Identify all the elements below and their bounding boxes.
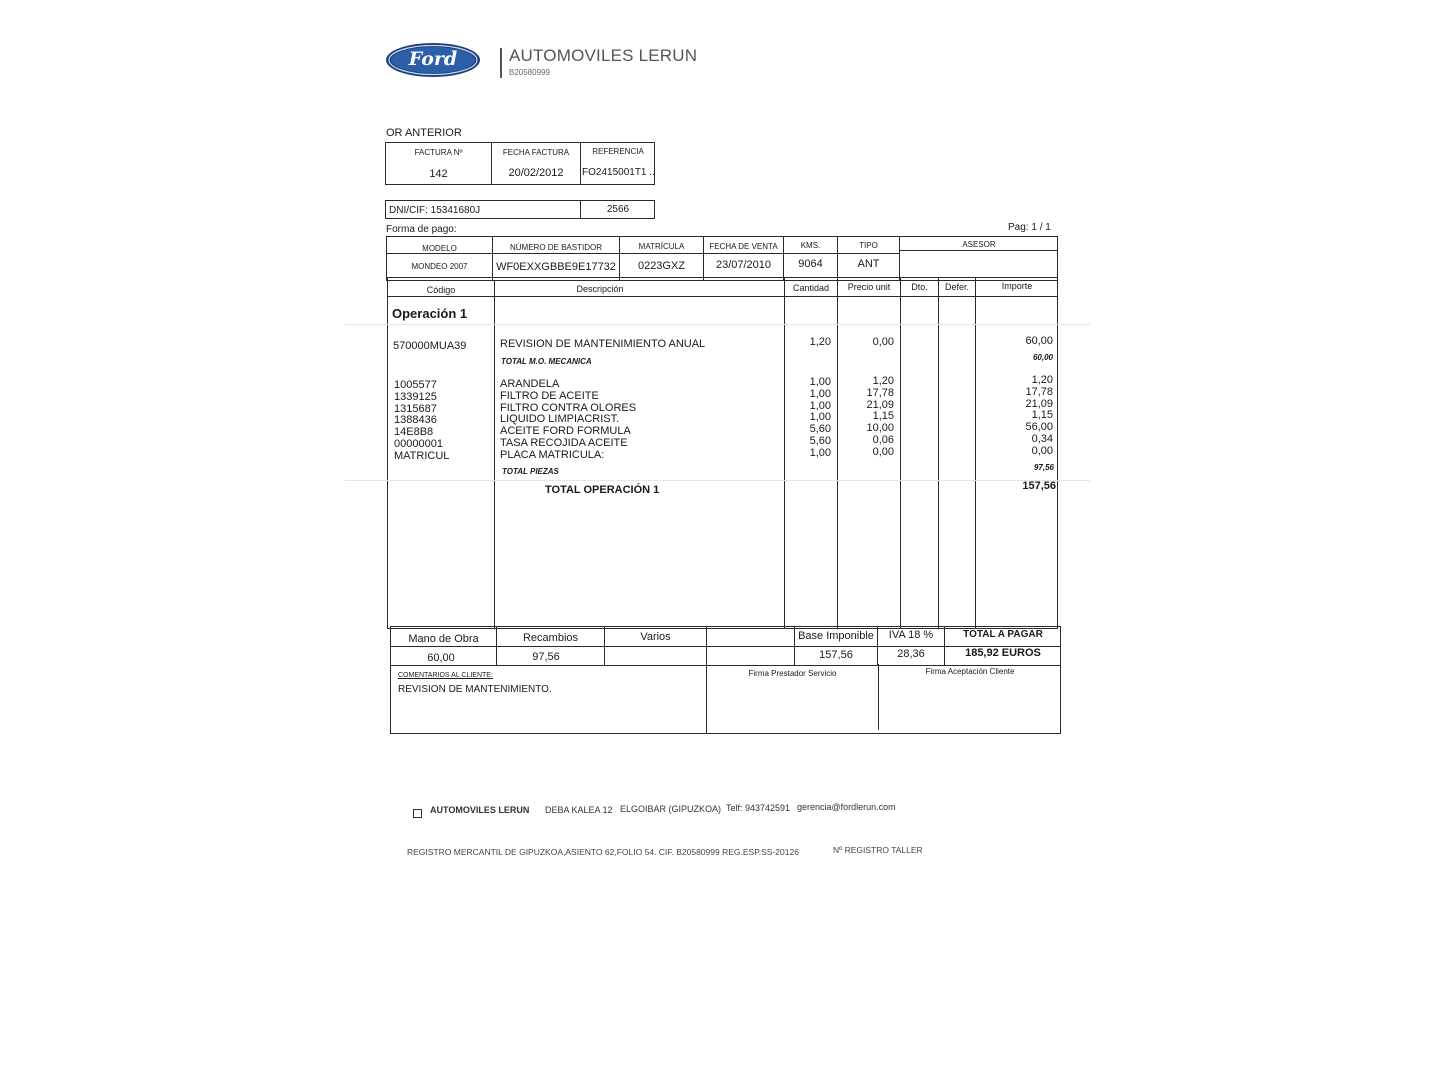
part-descripcion: PLACA MATRICULA: <box>500 448 605 461</box>
part-precio: 21,09 <box>866 398 894 411</box>
factura-label: FACTURA Nº <box>414 148 463 157</box>
footer-registro-taller: Nº REGISTRO TALLER <box>833 845 923 855</box>
col-dto: Dto. <box>911 282 928 292</box>
part-precio: 0,00 <box>872 445 894 458</box>
col-codigo: Código <box>426 285 456 295</box>
part-descripcion: LIQUIDO LIMPIACRIST. <box>500 413 620 426</box>
part-codigo: 14E8B8 <box>394 426 434 439</box>
part-precio: 0,06 <box>872 433 894 446</box>
kms-value: 9064 <box>798 258 823 270</box>
kms-label: KMS. <box>800 241 821 250</box>
footer-company: AUTOMOVILES LERUN <box>430 805 530 815</box>
recambios-label: Recambios <box>522 632 579 644</box>
ford-logo <box>385 42 481 78</box>
fecha-venta-label: FECHA DE VENTA <box>709 242 778 251</box>
footer-tel: Telf: 943742591 <box>726 803 791 813</box>
company-divider <box>500 48 502 78</box>
modelo-label: MODELO <box>422 244 457 253</box>
parts-descripcion-column <box>500 379 636 462</box>
part-cantidad: 1,00 <box>809 411 831 424</box>
tipo-label: TIPO <box>859 241 878 250</box>
part-importe: 56,00 <box>1025 421 1053 434</box>
labor-precio: 0,00 <box>872 336 894 348</box>
parts-precio-column <box>838 376 894 459</box>
part-codigo: 00000001 <box>394 437 443 450</box>
bastidor-value: WF0EXXGBBE9E17732 <box>496 261 616 273</box>
company-name: AUTOMOVILES LERUN <box>509 46 698 65</box>
parts-importe-column <box>976 375 1053 458</box>
part-precio: 17,78 <box>866 386 894 399</box>
parts-codigo-column <box>394 380 449 463</box>
part-descripcion: FILTRO DE ACEITE <box>500 389 599 402</box>
part-cantidad: 1,00 <box>809 399 831 412</box>
total-pagar-label: TOTAL A PAGAR <box>963 629 1043 640</box>
tipo-value: ANT <box>857 258 880 270</box>
col-descripcion: Descripción <box>576 284 624 294</box>
bastidor-label: NÚMERO DE BASTIDOR <box>509 243 602 252</box>
total-piezas-label: TOTAL PIEZAS <box>502 467 559 476</box>
total-piezas-value: 97,56 <box>1033 463 1054 472</box>
firma-cliente-label: Firma Aceptación Cliente <box>925 667 1015 676</box>
modelo-value: MONDEO 2007 <box>411 262 468 271</box>
referencia-value: FO2415001T1 .. <box>582 167 655 178</box>
asesor-label: ASESOR <box>962 240 996 249</box>
part-cantidad: 5,60 <box>809 423 831 436</box>
part-importe: 0,00 <box>1031 444 1053 457</box>
base-imponible-label: Base Imponible <box>798 630 874 642</box>
referencia-label: REFERENCIA <box>592 147 644 156</box>
labor-codigo: 570000MUA39 <box>393 340 467 352</box>
labor-descripcion: REVISION DE MANTENIMIENTO ANUAL <box>500 338 706 350</box>
part-codigo: 1315687 <box>394 402 437 415</box>
mano-obra-value: 60,00 <box>427 652 455 664</box>
base-imponible-value: 157,56 <box>819 649 853 661</box>
recambios-value: 97,56 <box>532 651 560 663</box>
total-mo-value: 60,00 <box>1032 353 1053 362</box>
company-cif: B20580999 <box>509 68 550 77</box>
footer-checkbox-icon <box>413 809 422 818</box>
iva-label: IVA 18 % <box>888 629 934 641</box>
part-cantidad: 5,60 <box>809 434 831 447</box>
part-importe: 17,78 <box>1025 385 1053 398</box>
part-importe: 21,09 <box>1025 397 1053 410</box>
forma-pago: Forma de pago: <box>386 224 457 235</box>
col-defer: Defer. <box>944 282 969 292</box>
part-descripcion: ARANDELA <box>500 378 560 390</box>
varios-label: Varios <box>640 631 671 643</box>
footer-registro: REGISTRO MERCANTIL DE GIPUZKOA,ASIENTO 62,FOLIO 54. CIF. B20580999 REG.ESP.SS-20126 <box>407 847 799 857</box>
operation-title: Operación 1 <box>392 306 468 321</box>
part-cantidad: 1,00 <box>809 376 831 388</box>
comentarios-text: REVISION DE MANTENIMIENTO. <box>398 684 552 695</box>
total-operacion-label: TOTAL OPERACIÓN 1 <box>545 484 660 496</box>
firma-prestador-label: Firma Prestador Servicio <box>748 669 837 678</box>
footer-city: ELGOIBAR (GIPUZKOA) <box>620 804 722 814</box>
page-number: Pag: 1 / 1 <box>1008 222 1051 233</box>
items-table <box>387 277 1058 629</box>
col-precio: Precio unit <box>847 282 891 292</box>
col-cantidad: Cantidad <box>792 283 830 293</box>
total-operacion-value: 157,56 <box>1022 480 1056 492</box>
mano-obra-label: Mano de Obra <box>408 633 479 645</box>
matricula-label: MATRÍCULA <box>638 242 685 251</box>
part-importe: 0,34 <box>1031 432 1053 445</box>
part-importe: 1,15 <box>1031 409 1053 422</box>
part-codigo: MATRICUL <box>394 449 450 462</box>
part-precio: 1,15 <box>872 410 894 423</box>
total-mo-label: TOTAL M.O. MECANICA <box>501 357 592 366</box>
or-anterior-label: OR ANTERIOR <box>386 127 462 139</box>
parts-cantidad-column <box>784 377 831 460</box>
ford-logo-text: Ford <box>408 48 458 70</box>
part-descripcion: FILTRO CONTRA OLORES <box>500 401 637 414</box>
fecha-venta-value: 23/07/2010 <box>715 259 772 271</box>
part-descripcion: ACEITE FORD FORMULA <box>500 425 631 438</box>
part-cantidad: 1,00 <box>809 387 831 400</box>
part-codigo: 1388436 <box>394 414 437 427</box>
part-codigo: 1005577 <box>394 379 437 391</box>
dni-cif: DNI/CIF: 15341680J <box>389 205 481 216</box>
matricula-value: 0223GXZ <box>637 260 686 272</box>
part-importe: 1,20 <box>1031 374 1053 386</box>
fecha-factura-value: 20/02/2012 <box>508 167 564 179</box>
labor-cantidad: 1,20 <box>809 336 831 348</box>
total-pagar-value: 185,92 EUROS <box>965 647 1041 659</box>
footer-address: DEBA KALEA 12 <box>545 805 613 815</box>
factura-value: 142 <box>429 168 448 180</box>
cliente-numero: 2566 <box>606 204 630 215</box>
fecha-factura-label: FECHA FACTURA <box>502 148 570 157</box>
col-importe: Importe <box>1001 281 1033 291</box>
iva-value: 28,36 <box>897 648 925 660</box>
footer-email: gerencia@fordlerun.com <box>797 802 896 812</box>
comentarios-label: COMENTARIOS AL CLIENTE: <box>398 672 493 679</box>
part-precio: 1,20 <box>872 375 894 387</box>
part-precio: 10,00 <box>866 422 894 435</box>
part-codigo: 1339125 <box>394 390 437 403</box>
labor-importe: 60,00 <box>1025 335 1053 347</box>
part-descripcion: TASA RECOJIDA ACEITE <box>500 436 628 449</box>
part-cantidad: 1,00 <box>809 446 831 459</box>
